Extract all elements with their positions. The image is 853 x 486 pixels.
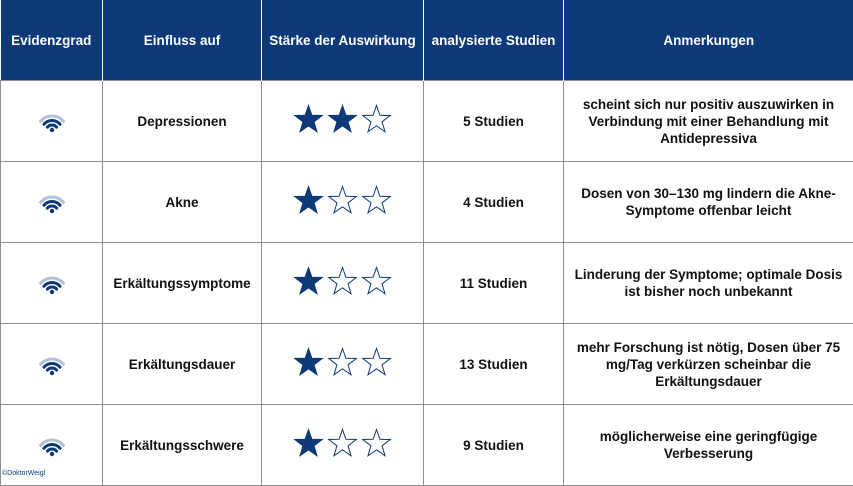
table-row xyxy=(1,324,853,405)
star-empty-icon xyxy=(327,347,358,377)
star-rating xyxy=(293,266,392,296)
header-studies-analyzed: analysierte Studien xyxy=(424,0,564,81)
evidence-grade-cell xyxy=(1,162,103,243)
note-cell: mehr Forschung ist nötig, Dosen über 75 mg/Tag verkürzen scheinbar die Erkältungsdauer xyxy=(564,324,853,405)
wifi-signal-icon xyxy=(34,284,70,299)
star-empty-icon xyxy=(327,428,358,458)
star-rating xyxy=(293,347,392,377)
wifi-signal-icon xyxy=(34,446,70,461)
copyright-label: ©DoktorWeigl xyxy=(2,470,45,477)
wifi-signal-icon xyxy=(34,122,70,137)
topic-cell: Erkältungsdauer xyxy=(103,324,262,405)
star-filled-icon xyxy=(293,185,324,215)
header-notes: Anmerkungen xyxy=(564,0,853,81)
topic-cell: Depressionen xyxy=(103,81,262,162)
star-rating xyxy=(293,104,392,134)
rating-cell xyxy=(262,405,424,486)
star-empty-icon xyxy=(327,185,358,215)
star-filled-icon xyxy=(293,428,324,458)
star-empty-icon xyxy=(361,347,392,377)
studies-cell: 11 Studien xyxy=(424,243,564,324)
note-cell: möglicherweise eine geringfügige Verbesserung xyxy=(564,405,853,486)
evidence-grade-cell xyxy=(1,324,103,405)
table-row xyxy=(1,243,853,324)
star-empty-icon xyxy=(361,104,392,134)
wifi-signal-icon xyxy=(34,365,70,380)
note-cell: Linderung der Symptome; optimale Dosis ist bisher noch unbekannt xyxy=(564,243,853,324)
topic-cell: Erkältungssymptome xyxy=(103,243,262,324)
star-empty-icon xyxy=(361,428,392,458)
star-empty-icon xyxy=(361,185,392,215)
studies-cell: 13 Studien xyxy=(424,324,564,405)
note-cell: scheint sich nur positiv auszuwirken in Verbindung mit einer Behandlung mit Antidepressiva xyxy=(564,81,853,162)
star-filled-icon xyxy=(293,104,324,134)
header-evidence-grade: Evidenzgrad xyxy=(1,0,103,81)
topic-cell: Erkältungsschwere xyxy=(103,405,262,486)
table-row xyxy=(1,162,853,243)
star-rating xyxy=(293,428,392,458)
rating-cell xyxy=(262,162,424,243)
table-row xyxy=(1,81,853,162)
studies-cell: 5 Studien xyxy=(424,81,564,162)
table-row xyxy=(1,405,853,486)
studies-cell: 4 Studien xyxy=(424,162,564,243)
header-influence-on: Einfluss auf xyxy=(103,0,262,81)
rating-cell xyxy=(262,243,424,324)
star-rating xyxy=(293,185,392,215)
evidence-grade-cell xyxy=(1,81,103,162)
rating-cell xyxy=(262,81,424,162)
rating-cell xyxy=(262,324,424,405)
star-filled-icon xyxy=(293,347,324,377)
studies-cell: 9 Studien xyxy=(424,405,564,486)
wifi-signal-icon xyxy=(34,203,70,218)
topic-cell: Akne xyxy=(103,162,262,243)
star-empty-icon xyxy=(361,266,392,296)
evidence-grade-cell xyxy=(1,243,103,324)
star-empty-icon xyxy=(327,266,358,296)
table-header-row xyxy=(1,0,853,81)
header-effect-strength: Stärke der Auswirkung xyxy=(262,0,424,81)
star-filled-icon xyxy=(293,266,324,296)
star-filled-icon xyxy=(327,104,358,134)
note-cell: Dosen von 30–130 mg lindern die Akne-Symptome offenbar leicht xyxy=(564,162,853,243)
